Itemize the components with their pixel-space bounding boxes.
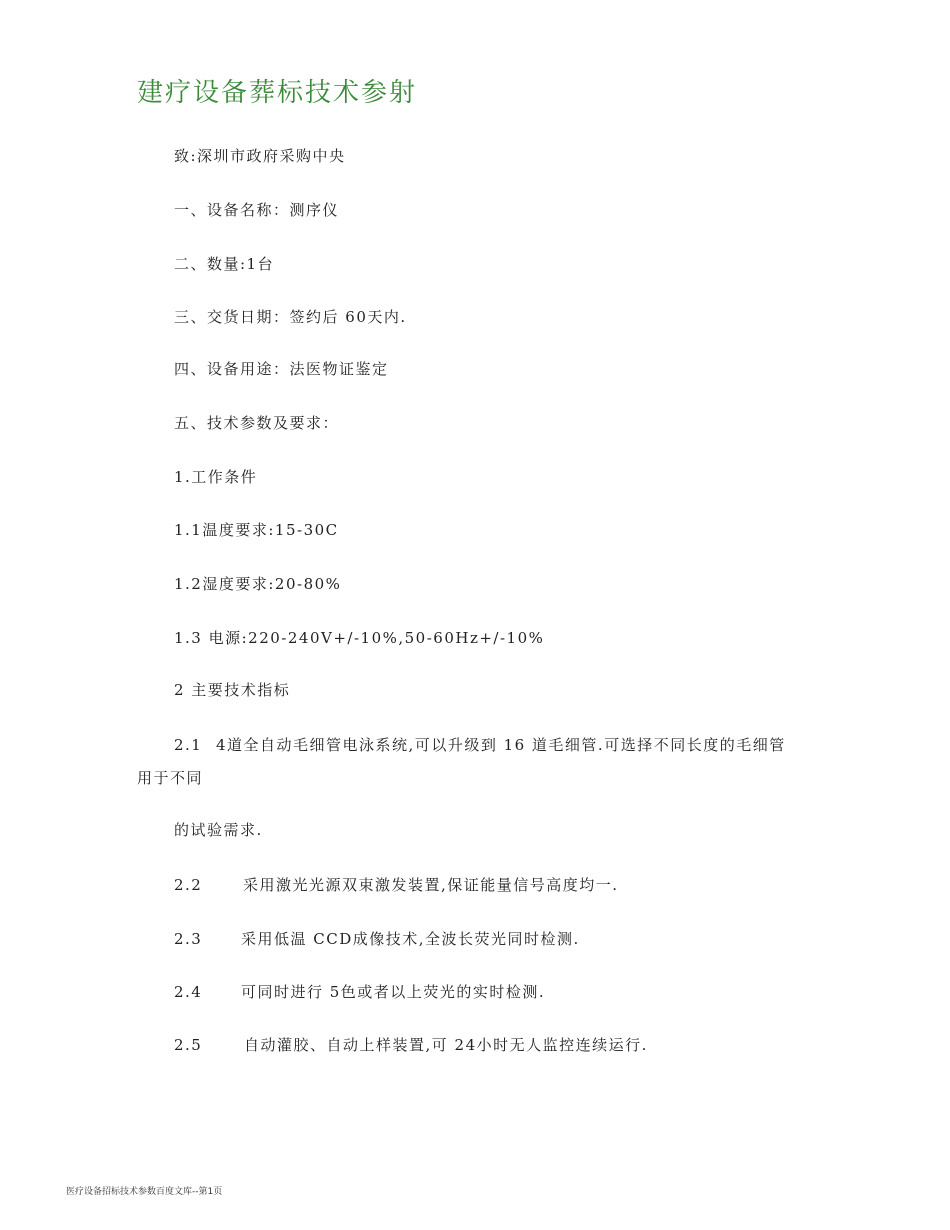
item-2-1-wrap: 用于不同 <box>137 769 204 787</box>
section-2-heading: 2 主要技术指标 <box>174 681 291 699</box>
item-2-1-text: 4道全自动毛细管电泳系统,可以升级到 16 道毛细管.可选择不同长度的毛细管 <box>216 736 786 754</box>
item-2-3-number: 2.3 <box>174 930 203 948</box>
section-1-heading: 1.工作条件 <box>174 468 258 486</box>
quantity-line: 二、数量:1台 <box>174 255 275 273</box>
equipment-usage-line: 四、设备用途：法医物证鉴定 <box>174 360 389 378</box>
power-requirement: 1.3 电源:220-240V+/-10%,50-60Hz+/-10% <box>174 629 545 647</box>
equipment-name-line: 一、设备名称：测序仪 <box>174 201 340 219</box>
item-2-2-number: 2.2 <box>174 876 203 894</box>
item-2-1-continuation: 的试验需求. <box>174 821 263 839</box>
delivery-date-line: 三、交货日期：签约后 60天内. <box>174 308 407 326</box>
item-2-4-number: 2.4 <box>174 983 203 1001</box>
temperature-requirement: 1.1温度要求:15-30C <box>174 521 339 539</box>
item-2-5-number: 2.5 <box>174 1036 203 1054</box>
item-2-3-text: 采用低温 CCD成像技术,全波长荧光同时检测. <box>241 930 580 948</box>
page-footer: 医疗设备招标技术参数百度文库--第1页 <box>66 1187 223 1197</box>
technical-params-heading: 五、技术参数及要求： <box>174 414 340 432</box>
item-2-4-text: 可同时进行 5色或者以上荧光的实时检测. <box>241 983 546 1001</box>
item-2-1-number: 2.1 <box>174 736 203 754</box>
addressee-line: 致:深圳市政府采购中央 <box>174 147 346 165</box>
humidity-requirement: 1.2湿度要求:20-80% <box>174 575 342 593</box>
item-2-2-text: 采用激光光源双束激发装置,保证能量信号高度均一. <box>243 876 619 894</box>
item-2-5-text: 自动灌胶、自动上样装置,可 24小时无人监控连续运行. <box>244 1036 648 1054</box>
document-title: 建疗设备葬标技术参射 <box>137 78 418 108</box>
